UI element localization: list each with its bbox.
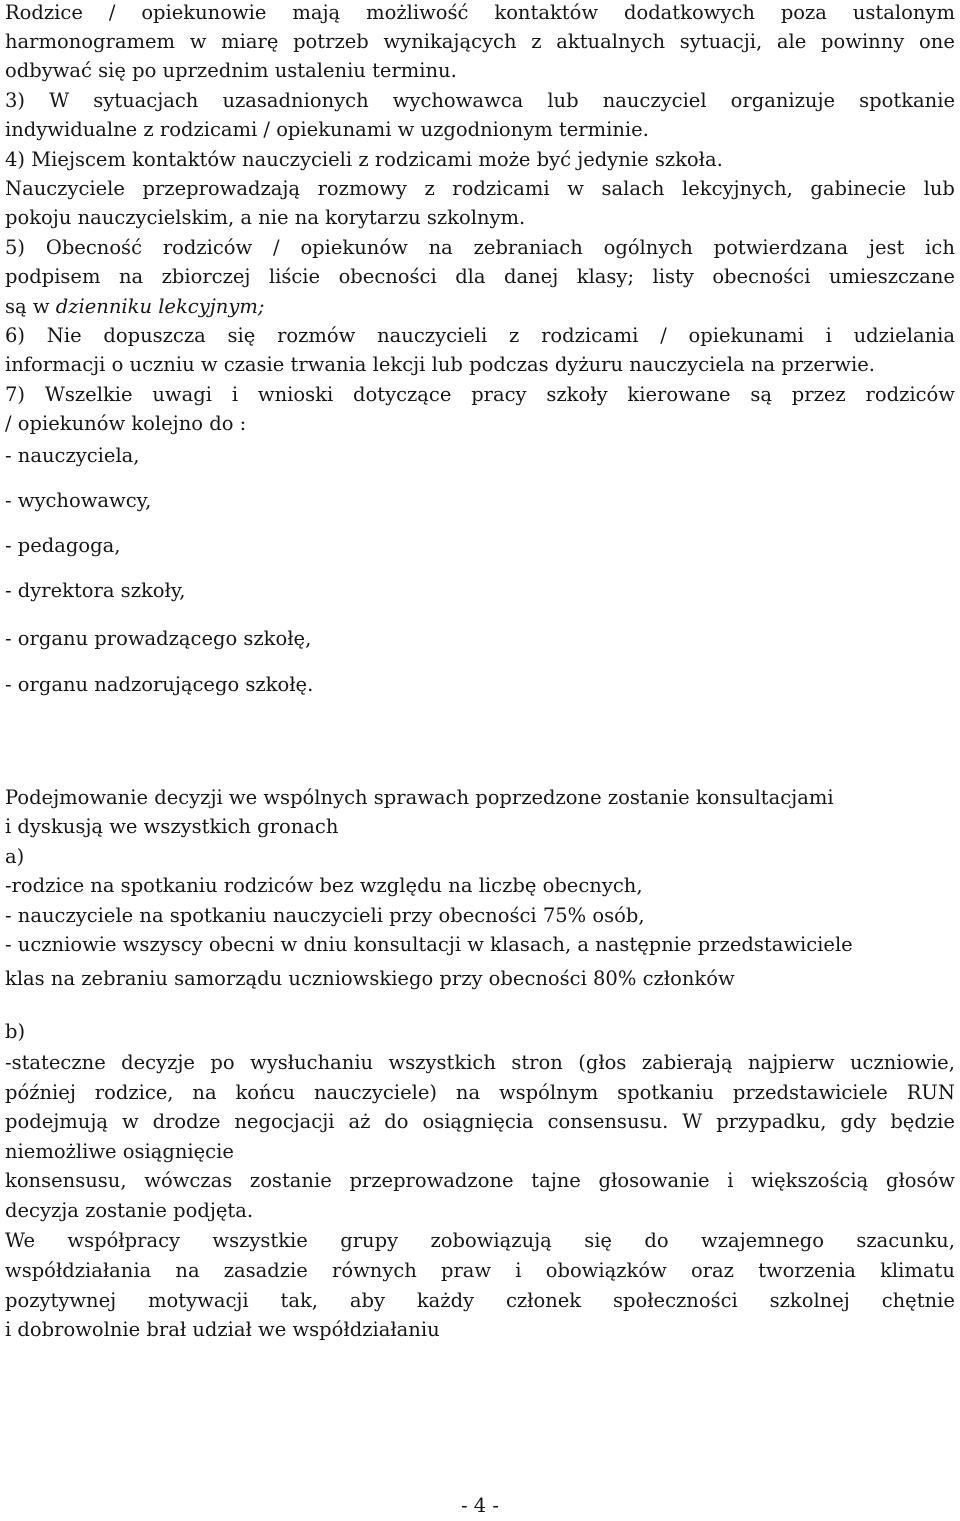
- word: wychowawca: [392, 89, 524, 112]
- word: podejmują: [5, 1110, 109, 1133]
- word: na: [118, 265, 144, 288]
- word: stron: [511, 1051, 563, 1074]
- page-number: - 4 -: [461, 1494, 499, 1517]
- word: i: [825, 324, 832, 347]
- list-item: - pedagoga,: [5, 534, 121, 557]
- word: rodziców: [162, 236, 253, 259]
- word: w: [189, 30, 207, 53]
- word: Nie: [46, 324, 82, 347]
- paragraph-line: [5, 1288, 955, 1314]
- word: przeprowadzone: [349, 1169, 514, 1192]
- word: consensusu.: [547, 1110, 669, 1133]
- word: lub: [547, 89, 579, 112]
- word: będzie: [890, 1110, 955, 1133]
- list-marker: a): [5, 845, 25, 868]
- word: /: [273, 236, 280, 259]
- word: nauczyciel: [602, 89, 707, 112]
- word: i: [727, 1169, 734, 1192]
- word: miarę: [221, 30, 279, 53]
- word: ich: [925, 236, 955, 259]
- word: danej: [504, 265, 559, 288]
- word: potrzeb: [293, 30, 369, 53]
- word: przez: [791, 383, 846, 406]
- word: umieszczane: [828, 265, 955, 288]
- word: salach: [601, 177, 665, 200]
- word: szkoły: [546, 383, 608, 406]
- word: organizuje: [730, 89, 836, 112]
- word: nauczyciele): [313, 1081, 438, 1104]
- word: do: [644, 1229, 669, 1252]
- word: tak,: [280, 1289, 319, 1312]
- word: W: [49, 89, 70, 112]
- word: oraz: [690, 1259, 734, 1282]
- word: one: [919, 30, 955, 53]
- word: przypadku,: [716, 1110, 827, 1133]
- word: udzielania: [853, 324, 955, 347]
- word: uwagi: [152, 383, 212, 406]
- word: gdy: [840, 1110, 877, 1133]
- word: przeprowadzają: [142, 177, 301, 200]
- word: poza: [780, 1, 827, 24]
- word: społeczności: [612, 1289, 738, 1312]
- word: szkolnej: [769, 1289, 850, 1312]
- word: -stateczne: [5, 1051, 106, 1074]
- word: uczniowie,: [849, 1051, 955, 1074]
- word: Wszelkie: [44, 383, 133, 406]
- paragraph-line: indywidualne z rodzicami / opiekunami w uzgodnionym terminie.: [5, 118, 649, 141]
- word: sytuacji,: [679, 30, 763, 53]
- word: i: [231, 383, 239, 406]
- word: W: [682, 1110, 703, 1133]
- word: osiągnięcia: [422, 1110, 534, 1133]
- word: na: [175, 1259, 200, 1282]
- word: później: [5, 1081, 76, 1104]
- word: negocjacji: [234, 1110, 335, 1133]
- paragraph-line: [5, 382, 955, 408]
- word: współpracy: [67, 1229, 181, 1252]
- word: /: [660, 324, 667, 347]
- word: zebraniach: [473, 236, 583, 259]
- word: szacunku,: [856, 1229, 955, 1252]
- word: opiekunów: [300, 236, 408, 259]
- word: końcu: [235, 1081, 296, 1104]
- word: drodze: [152, 1110, 221, 1133]
- word: dla: [455, 265, 486, 288]
- word: kierowane: [627, 383, 731, 406]
- word: Obecność: [45, 236, 142, 259]
- word: wspólnym: [498, 1081, 599, 1104]
- word: w: [567, 177, 584, 200]
- paragraph-line: informacji o uczniu w czasie trwania lekcji lub podczas dyżuru nauczyciela na przerwie.: [5, 353, 875, 376]
- paragraph-line: klas na zebraniu samorządu uczniowskiego przy obecności 80% członków: [5, 967, 735, 990]
- word: obowiązków: [545, 1259, 667, 1282]
- word: wynikających: [383, 30, 517, 53]
- word: aż: [348, 1110, 371, 1133]
- word: pozytywnej: [5, 1289, 117, 1312]
- word: (głos: [578, 1051, 627, 1074]
- word: na: [192, 1081, 217, 1104]
- word: się: [584, 1229, 612, 1252]
- line-prefix: są w: [5, 295, 56, 318]
- word: listy: [652, 265, 694, 288]
- paragraph-line: Podejmowanie decyzji we wspólnych sprawach poprzedzone zostanie konsultacjami: [5, 786, 834, 809]
- word: aktualnych: [556, 30, 666, 53]
- word: lub: [923, 177, 955, 200]
- word: harmonogramem: [5, 30, 175, 53]
- paragraph-line: pokoju nauczycielskim, a nie na korytarzu szkolnym.: [5, 206, 526, 229]
- word: klimatu: [880, 1259, 955, 1282]
- paragraph-line: - uczniowie wszyscy obecni w dniu konsultacji w klasach, a następnie przedstawiciele: [5, 933, 853, 956]
- word: najpierw: [748, 1051, 835, 1074]
- word: się: [227, 324, 256, 347]
- word: dopuszcza: [103, 324, 206, 347]
- word: rozmów: [277, 324, 356, 347]
- list-item: - organu prowadzącego szkołę,: [5, 627, 312, 650]
- word: do: [384, 1110, 409, 1133]
- word: w: [121, 1110, 139, 1133]
- word: motywacji: [148, 1289, 249, 1312]
- word: opiekunami: [688, 324, 804, 347]
- word: pracy: [471, 383, 527, 406]
- word: zbiorczej: [161, 265, 251, 288]
- word: wnioski: [257, 383, 334, 406]
- word: obecności: [338, 265, 437, 288]
- word: większością: [751, 1169, 869, 1192]
- paragraph-line: [5, 323, 955, 349]
- word: decyzje: [121, 1051, 195, 1074]
- word: liście: [268, 265, 321, 288]
- paragraph-line: [5, 1228, 955, 1254]
- word: podpisem: [5, 265, 101, 288]
- word: równych: [332, 1259, 417, 1282]
- word: głosów: [885, 1169, 955, 1192]
- paragraph-line: [5, 1050, 955, 1076]
- word: 3): [5, 89, 26, 112]
- word: każdy: [416, 1289, 475, 1312]
- word: grupy: [340, 1229, 399, 1252]
- paragraph-line: i dyskusją we wszystkich gronach: [5, 815, 339, 838]
- paragraph-line: / opiekunów kolejno do :: [5, 412, 247, 435]
- word: dodatkowych: [623, 1, 755, 24]
- word: rodzice,: [94, 1081, 174, 1104]
- word: przedstawiciele: [732, 1081, 888, 1104]
- word: 5): [5, 236, 26, 259]
- word: Nauczyciele: [5, 177, 125, 200]
- word: z: [509, 324, 520, 347]
- word: na: [455, 1081, 481, 1104]
- italic-fragment: dzienniku lekcyjnym;: [55, 295, 265, 318]
- word: zasadzie: [223, 1259, 308, 1282]
- paragraph-line: 4) Miejscem kontaktów nauczycieli z rodzicami może być jedynie szkoła.: [5, 148, 723, 171]
- word: wszystkie: [212, 1229, 308, 1252]
- word: współdziałania: [5, 1259, 152, 1282]
- word: Rodzice: [5, 1, 83, 24]
- word: z: [531, 30, 542, 53]
- word: i: [515, 1259, 522, 1282]
- word: dotyczące: [353, 383, 452, 406]
- paragraph-line: odbywać się po uprzednim ustaleniu terminu.: [5, 59, 457, 82]
- word: opiekunowie: [141, 1, 267, 24]
- word: zostanie: [249, 1169, 332, 1192]
- paragraph-line: [5, 1109, 955, 1135]
- list-item: - wychowawcy,: [5, 489, 152, 512]
- paragraph-line: - nauczyciele na spotkaniu nauczycieli przy obecności 75% osób,: [5, 904, 645, 927]
- word: gabinecie: [810, 177, 907, 200]
- word: spotkanie: [859, 89, 955, 112]
- word: potwierdzana: [713, 236, 849, 259]
- word: lekcyjnych,: [682, 177, 793, 200]
- paragraph-line: [5, 1080, 955, 1106]
- list-marker: b): [5, 1020, 26, 1043]
- list-item: - organu nadzorującego szkołę.: [5, 673, 314, 696]
- word: klasy;: [576, 265, 635, 288]
- word: głosowanie: [598, 1169, 710, 1192]
- word: We: [5, 1229, 35, 1252]
- paragraph-line: [5, 235, 955, 261]
- word: wzajemnego: [701, 1229, 824, 1252]
- paragraph-line: i dobrowolnie brał udział we współdziałaniu: [5, 1318, 440, 1341]
- word: tajne: [531, 1169, 581, 1192]
- word: ale: [776, 30, 807, 53]
- word: jest: [868, 236, 905, 259]
- word: rodzicami: [541, 324, 639, 347]
- word: rozmowy: [317, 177, 407, 200]
- list-item: - nauczyciela,: [5, 444, 140, 467]
- paragraph-line: [5, 1258, 955, 1284]
- word: wysłuchaniu: [250, 1051, 374, 1074]
- word: 7): [5, 383, 26, 406]
- word: kontaktów: [494, 1, 599, 24]
- word: z: [424, 177, 435, 200]
- word: ogólnych: [603, 236, 693, 259]
- word: konsensusu,: [5, 1169, 127, 1192]
- word: ustalonym: [852, 1, 955, 24]
- word: nauczycieli: [377, 324, 488, 347]
- word: członek: [505, 1289, 582, 1312]
- paragraph-line: niemożliwe osiągnięcie: [5, 1140, 234, 1163]
- word: wszystkich: [388, 1051, 496, 1074]
- word: zabierają: [641, 1051, 733, 1074]
- word: możliwość: [366, 1, 469, 24]
- word: spotkaniu: [617, 1081, 714, 1104]
- word: RUN: [906, 1081, 955, 1104]
- paragraph-line: [5, 1168, 955, 1194]
- word: tworzenia: [758, 1259, 856, 1282]
- paragraph-line: -rodzice na spotkaniu rodziców bez względu na liczbę obecnych,: [5, 874, 643, 897]
- word: praw: [441, 1259, 492, 1282]
- word: na: [428, 236, 453, 259]
- word: są: [750, 383, 772, 406]
- word: obecności: [712, 265, 811, 288]
- paragraph-line: [5, 88, 955, 114]
- word: rodziców: [865, 383, 955, 406]
- word: rodzicami: [452, 177, 550, 200]
- word: /: [108, 1, 116, 24]
- word: mają: [292, 1, 341, 24]
- word: sytuacjach: [93, 89, 199, 112]
- paragraph-line: [5, 264, 955, 290]
- word: po: [210, 1051, 235, 1074]
- paragraph-line: [5, 176, 955, 202]
- word: zobowiązują: [430, 1229, 552, 1252]
- word: aby: [349, 1289, 385, 1312]
- paragraph-line: [5, 0, 955, 26]
- word: 6): [5, 324, 26, 347]
- word: uzasadnionych: [222, 89, 369, 112]
- paragraph-line: decyzja zostanie podjęta.: [5, 1199, 254, 1222]
- word: wówczas: [144, 1169, 233, 1192]
- paragraph-line: [5, 294, 264, 320]
- word: powinny: [821, 30, 905, 53]
- paragraph-line: [5, 29, 955, 55]
- word: chętnie: [881, 1289, 955, 1312]
- list-item: - dyrektora szkoły,: [5, 579, 186, 602]
